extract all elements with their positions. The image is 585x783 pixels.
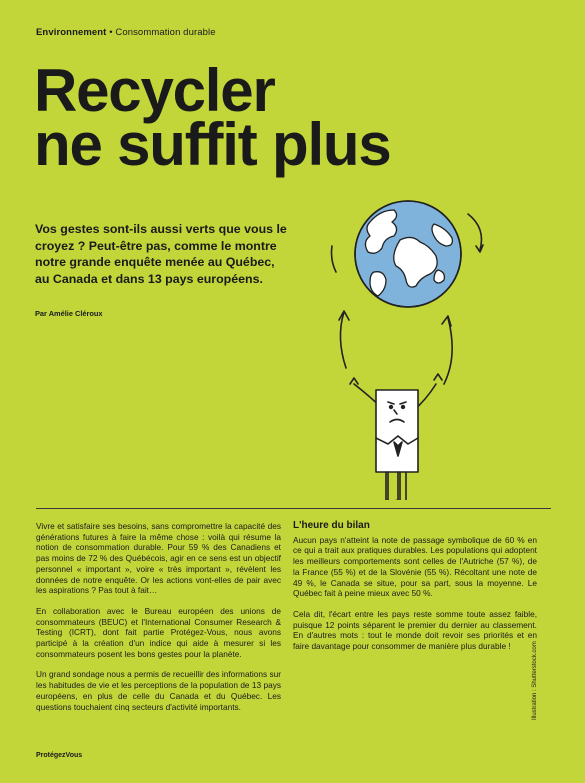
divider-rule bbox=[36, 508, 551, 509]
byline: Par Amélie Cléroux bbox=[35, 309, 103, 318]
body-column-right bbox=[293, 521, 537, 662]
body-paragraph: Aucun pays n'atteint la note de passage symbolique de 60 % en ce qui a trait aux pratiques durables. Les populations qui adoptent les meilleurs comportements sont celles de l'Autriche (57 %), de la France (55 %) et de la Slovénie (55 %). Récoltant une note de 49 %, le Canada se situe, pour sa part, sous la moyenne. Le Québec fait à peine mieux avec 50 %. bbox=[293, 534, 537, 599]
title-line-2: ne suffit plus bbox=[34, 111, 391, 178]
body-column-left bbox=[36, 521, 281, 722]
body-paragraph: En collaboration avec le Bureau européen des unions de consommateurs (BEUC) et l'International Consumer Research & Testing (ICRT), dont fait partie Protégez-Vous, nous avons participé à la création d'un indice qui aide à mesurer si les consommateurs posent les bons gestes pour la planète. bbox=[36, 605, 281, 659]
body-paragraph: Un grand sondage nous a permis de recueillir des informations sur les habitudes de vie et les perceptions de la population de 13 pays européens, en plus de celle du Canada et du Québec. Les questions touchaient cinq secteurs d'activité importants. bbox=[36, 669, 281, 712]
illustration-credit: Illustration : Shutterstock.com bbox=[532, 641, 538, 720]
subsection-label: Consommation durable bbox=[115, 27, 216, 38]
article-title bbox=[34, 57, 391, 178]
section-kicker bbox=[36, 27, 216, 38]
title-line-1: Recycler bbox=[34, 57, 275, 124]
body-paragraph: Vivre et satisfaire ses besoins, sans compromettre la capacité des générations futures à faire la même chose : voilà qui résume la notion de consommation durable. Pour 59 % des Canadiens et pas moins de 72 % des Québécois, agir en ce sens est un objectif personnel « important », voire « très important », révèlent les données de notre enquête. Or les actions vont-elles de pair avec les aspirations ? Pas tout à fait… bbox=[36, 521, 281, 596]
article-deck: Vos gestes sont-ils aussi verts que vous le croyez ? Peut-être pas, comme le montre notre grande enquête menée au Québec, au Canada et dans 13 pays européens. bbox=[35, 222, 287, 286]
kicker-separator: • bbox=[106, 27, 116, 38]
section-subhead: L'heure du bilan bbox=[293, 520, 370, 531]
footer-brand: ProtégezVous bbox=[36, 752, 83, 759]
section-label: Environnement bbox=[36, 27, 107, 38]
globe-juggler-illustration bbox=[330, 200, 530, 500]
body-paragraph: Cela dit, l'écart entre les pays reste somme toute assez faible, puisque 12 points séparent le premier du dernier au classement. En d'autres mots : tout le monde doit revoir ses priorités et en faire davantage pour consommer de manière plus durable ! bbox=[293, 608, 537, 652]
